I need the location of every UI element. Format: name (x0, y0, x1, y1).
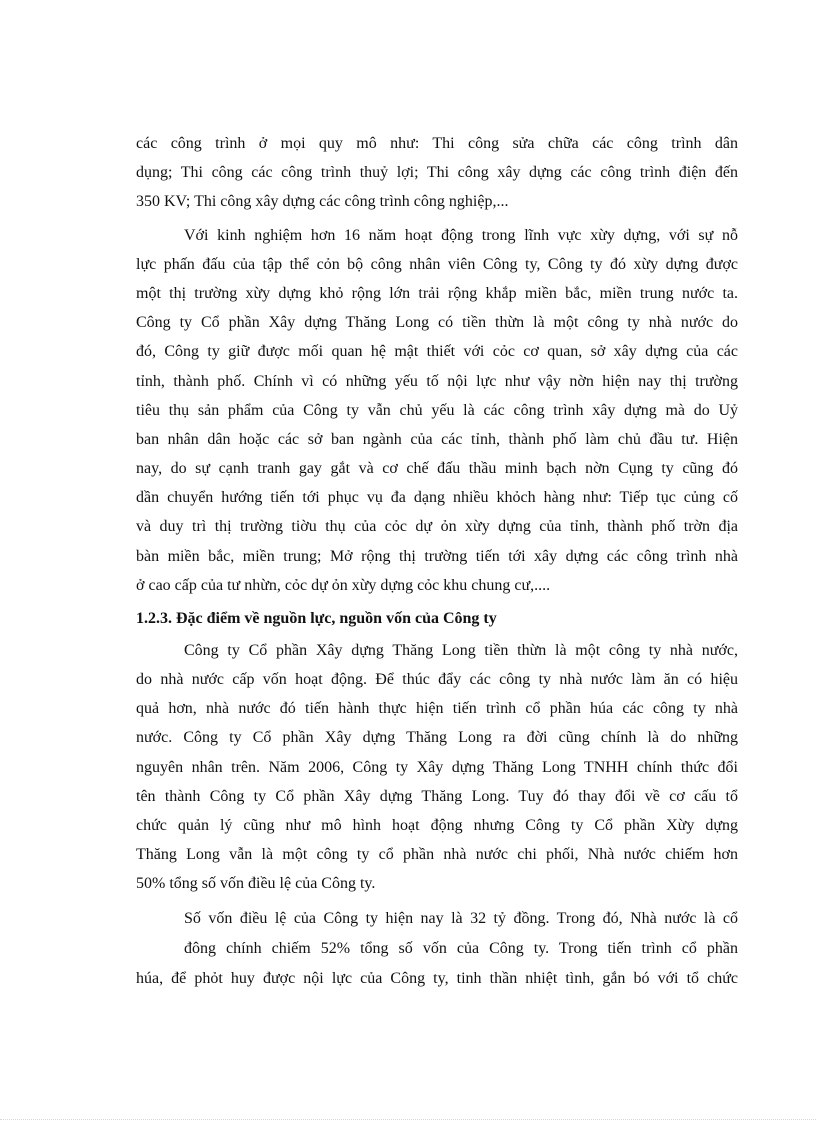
paragraph-line: ban nhân dân hoặc các sở ban ngành của các tỉnh, thành phố làm chủ đầu tư. Hiện (136, 431, 738, 448)
paragraph-line: dụng; Thi công các công trình thuỷ lợi; Thi công xây dựng các công trình điện đến (136, 164, 738, 181)
paragraph-line: ở cao cấp của tư nhừn, cỏc dự ỏn xừy dựng cỏc khu chung cư,.... (136, 577, 551, 594)
paragraph-line: Công ty Cổ phần Xây dựng Thăng Long tiền thừn là một công ty nhà nước, (184, 642, 738, 659)
paragraph-line: lực phấn đấu của tập thể cỏn bộ công nhân viên Công ty, Công ty đó xừy dựng được (136, 256, 738, 273)
paragraph-line: húa, để phỏt huy được nội lực của Công ty, tinh thần nhiệt tình, gắn bó với tổ chức (136, 970, 738, 987)
paragraph-line: Số vốn điều lệ của Công ty hiện nay là 32 tỷ đồng. Trong đó, Nhà nước là cổ (184, 910, 738, 927)
section-heading: 1.2.3. Đặc điểm về nguồn lực, nguồn vốn của Công ty (136, 610, 497, 627)
paragraph-line: nay, do sự cạnh tranh gay gắt và cơ chế đấu thầu minh bạch nờn Cụng ty cũng đó (136, 460, 738, 477)
paragraph-line: đông chính chiếm 52% tổng số vốn của Công ty. Trong tiến trình cổ phần (184, 940, 738, 957)
paragraph-line: tên thành Công ty Cổ phần Xây dựng Thăng Long. Tuy đó thay đổi về cơ cấu tổ (136, 788, 738, 805)
paragraph-line: 50% tổng số vốn điều lệ của Công ty. (136, 875, 376, 892)
paragraph-line: một thị trường xừy dựng khỏ rộng lớn trải rộng khắp miền bắc, miền trung nước ta. (136, 285, 738, 302)
paragraph-line: đó, Công ty giữ được mối quan hệ mật thiết với cỏc cơ quan, sở xây dựng của các (136, 343, 738, 360)
paragraph-line: Công ty Cổ phần Xây dựng Thăng Long có tiền thừn là một công ty nhà nước do (136, 314, 738, 331)
paragraph-line: dần chuyển hướng tiến tới phục vụ đa dạng nhiều khỏch hàng như: Tiếp tục củng cố (136, 489, 738, 506)
paragraph-line: tỉnh, thành phố. Chính vì có những yếu tố nội lực như vậy nờn hiện nay thị trường (136, 373, 738, 390)
paragraph-line: các công trình ở mọi quy mô như: Thi công sửa chữa các công trình dân (136, 135, 738, 152)
paragraph-line: Thăng Long vẫn là một công ty cổ phần nhà nước chi phối, Nhà nước chiếm hơn (136, 846, 738, 863)
paragraph-line: do nhà nước cấp vốn hoạt động. Để thúc đẩy các công ty nhà nước làm ăn có hiệu (136, 671, 738, 688)
paragraph-line: và duy trì thị trường tiờu thụ của cỏc dự ỏn xừy dựng của tỉnh, thành phố trờn địa (136, 518, 738, 535)
paragraph-line: chức quản lý cũng như mô hình hoạt động nhưng Công ty Cổ phần Xừy dựng (136, 817, 738, 834)
paragraph-line: nguyên nhân trên. Năm 2006, Công ty Xây dựng Thăng Long TNHH chính thức đổi (136, 759, 738, 776)
paragraph-line: Với kinh nghiệm hơn 16 năm hoạt động trong lĩnh vực xừy dựng, với sự nỗ (184, 227, 738, 244)
paragraph-line: tiêu thụ sản phẩm của Công ty vẫn chủ yếu là các công trình xây dựng mà do Uỷ (136, 402, 738, 419)
paragraph-line: quả hơn, nhà nước đó tiến hành thực hiện tiến trình cổ phần húa các công ty nhà (136, 700, 738, 717)
paragraph-line: nước. Công ty Cổ phần Xây dựng Thăng Long ra đời cũng chính là do những (136, 729, 738, 746)
page-footer-rule (0, 1119, 816, 1120)
paragraph-line: bàn miền bắc, miền trung; Mở rộng thị trường tiến tới xây dựng các công trình nhà (136, 548, 738, 565)
paragraph-line: 350 KV; Thi công xây dựng các công trình công nghiệp,... (136, 193, 509, 210)
